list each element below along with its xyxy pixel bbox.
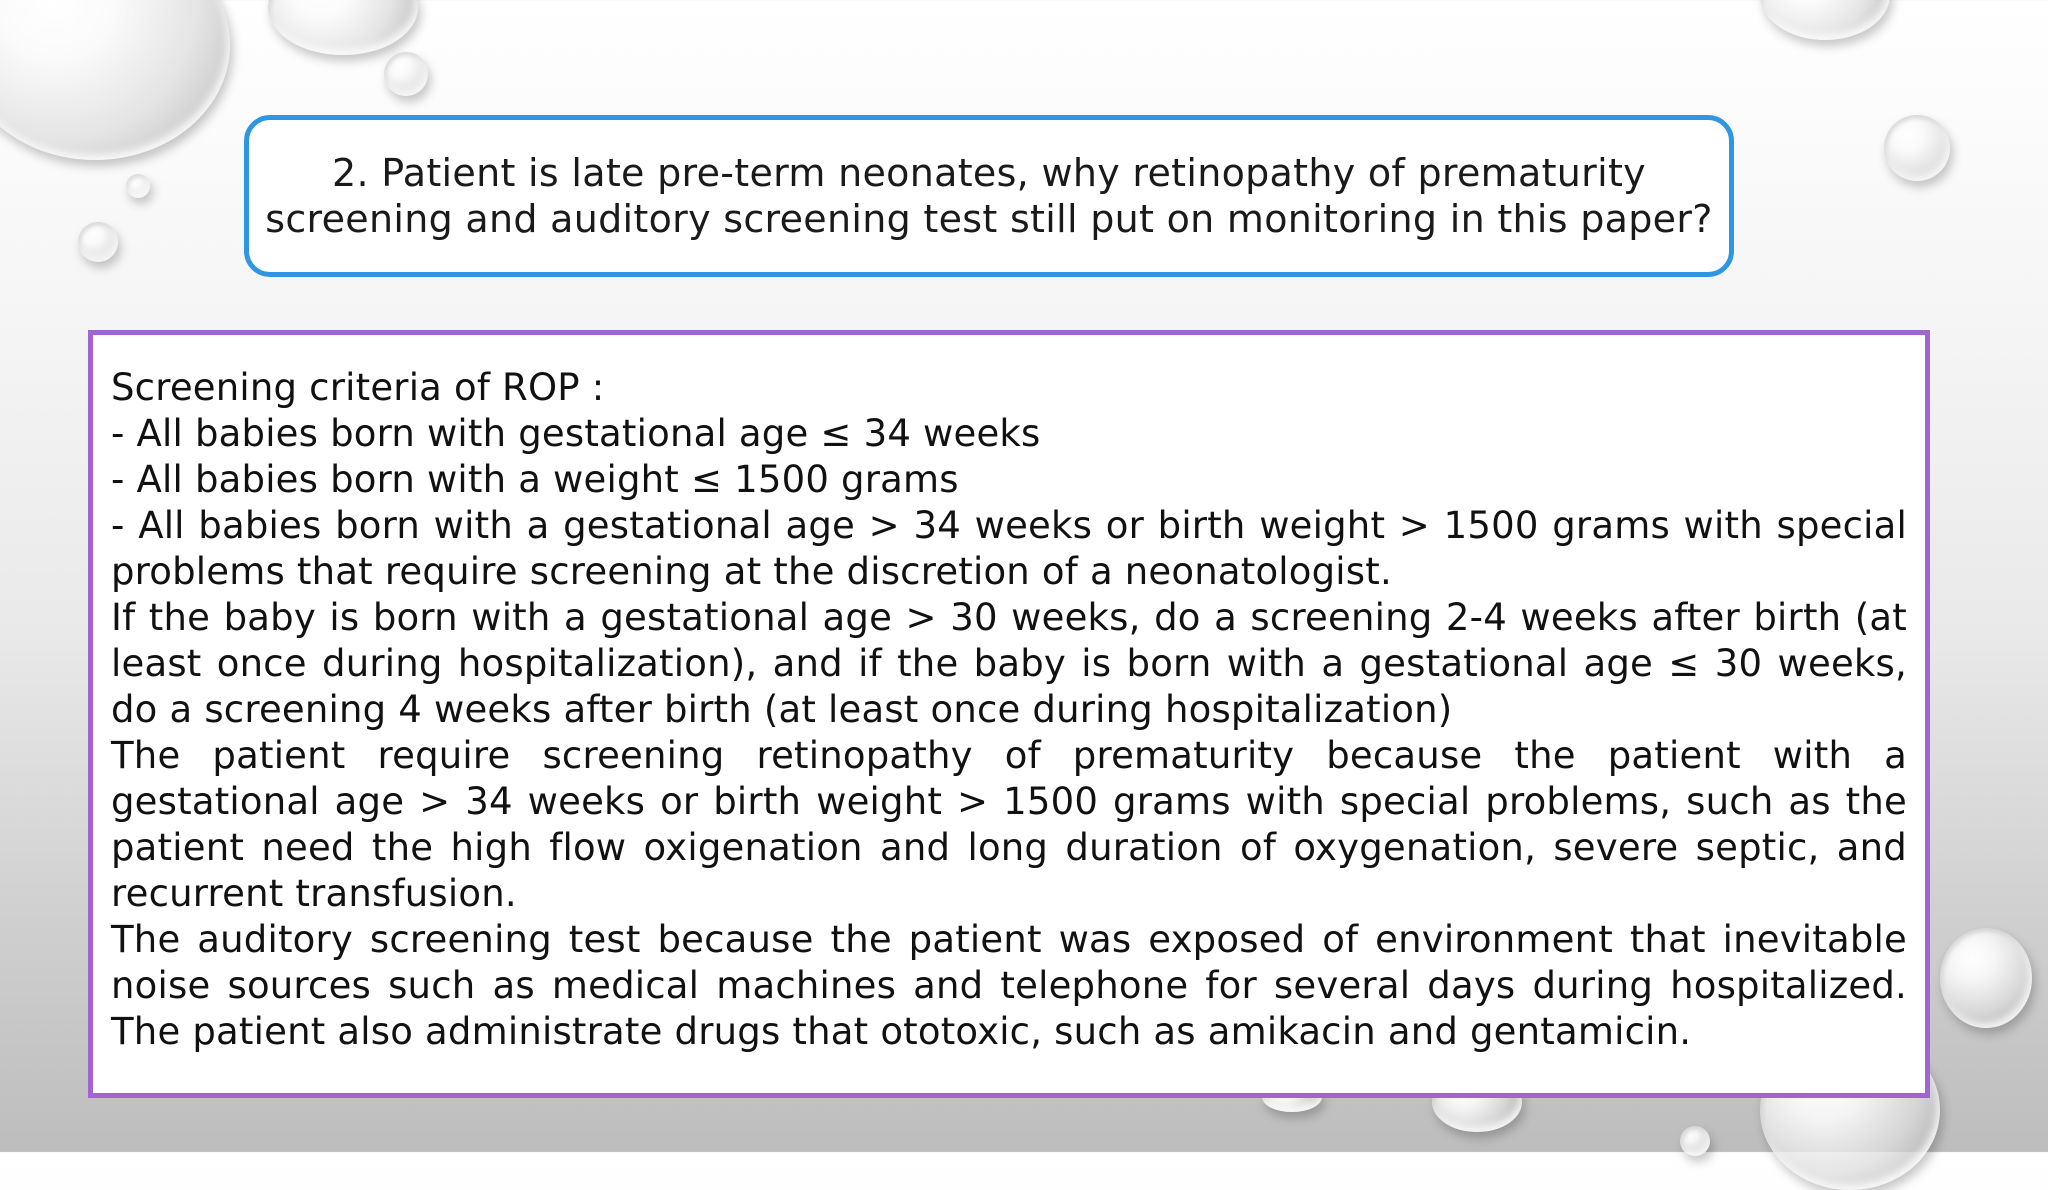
water-droplet-decoration xyxy=(268,0,418,55)
water-droplet-decoration xyxy=(1760,0,1890,40)
answer-text xyxy=(111,365,1907,1055)
auditory-reason-paragraph: The auditory screening test because the patient was exposed of environment that inevitable noise sources such as medical machines and telephone for several days during hospitalized. The patient also administrate drugs that ototoxic, such as amikacin and gentamicin. xyxy=(111,918,1907,1053)
water-droplet-decoration xyxy=(126,174,150,198)
water-droplet-decoration xyxy=(1884,115,1950,181)
criteria-item-special-problems: - All babies born with a gestational age > 34 weeks or birth weight > 1500 grams with special problems that require screening at the discretion of a neonatologist. xyxy=(111,504,1907,593)
criteria-item-weight: - All babies born with a weight ≤ 1500 grams xyxy=(111,458,959,501)
water-droplet-decoration xyxy=(0,0,230,160)
question-line-2: screening and auditory screening test still put on monitoring in this paper? xyxy=(265,197,1713,241)
question-line-1: 2. Patient is late pre-term neonates, why retinopathy of prematurity xyxy=(332,151,1646,195)
rop-reason-paragraph: The patient require screening retinopathy of prematurity because the patient with a gestational age > 34 weeks or birth weight > 1500 grams with special problems, such as the patient need the high flow oxigenation and long duration of oxygenation, severe septic, and recurrent transfusion. xyxy=(111,734,1907,915)
answer-box xyxy=(88,330,1930,1098)
rop-criteria-heading: Screening criteria of ROP : xyxy=(111,366,605,409)
question-text xyxy=(265,150,1713,242)
criteria-item-gestational-age: - All babies born with gestational age ≤ 34 weeks xyxy=(111,412,1041,455)
water-droplet-decoration xyxy=(1940,928,2032,1028)
water-droplet-decoration xyxy=(78,222,118,262)
question-box xyxy=(244,115,1734,277)
water-droplet-decoration xyxy=(384,52,428,96)
screening-timing-paragraph: If the baby is born with a gestational age > 30 weeks, do a screening 2-4 weeks after birth (at least once during hospitalization), and if the baby is born with a gestational age ≤ 30 weeks, do a screening 4 weeks after birth (at least once during hospitalization) xyxy=(111,596,1907,731)
